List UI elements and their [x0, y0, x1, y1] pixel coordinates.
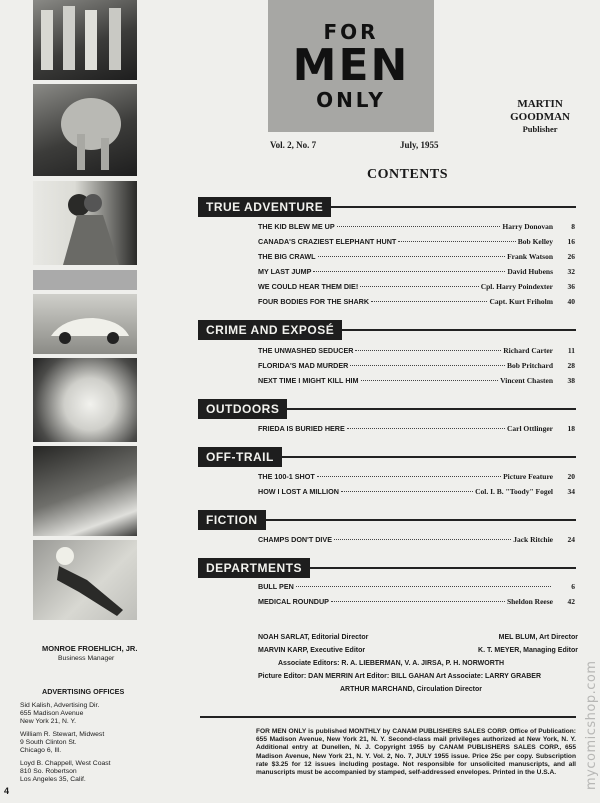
office-line: Los Angeles 35, Calif.	[20, 776, 86, 783]
magazine-logo	[268, 0, 434, 132]
office-line: Sid Kalish, Advertising Dir.	[20, 702, 100, 709]
staff-executive-editor: MARVIN KARP, Executive Editor	[258, 647, 366, 654]
contents-title: CONTENTS	[367, 167, 449, 182]
office-line: New York 21, N. Y.	[20, 718, 77, 725]
sports-car-photo	[33, 294, 137, 354]
toc-title: CANADA'S CRAZIEST ELEPHANT HUNT	[258, 237, 397, 246]
logo-for: FOR	[323, 20, 379, 44]
toc-entry[interactable]	[258, 297, 575, 308]
watermark: mycomicshop.com	[584, 660, 599, 790]
toc-title: THE 100-1 SHOT	[258, 472, 315, 481]
section-label: OUTDOORS	[198, 399, 287, 419]
toc-entry[interactable]	[258, 252, 575, 263]
toc-author: Bob Kelley	[517, 237, 553, 246]
section-label: TRUE ADVENTURE	[198, 197, 331, 217]
toc-title: MY LAST JUMP	[258, 267, 312, 276]
publisher-first: MARTIN	[517, 98, 563, 110]
toc-title: FRIEDA IS BURIED HERE	[258, 424, 345, 433]
business-manager-name: MONROE FROEHLICH, JR.	[42, 644, 138, 653]
dot-leader	[371, 301, 487, 302]
dot-leader	[355, 350, 501, 351]
staff-associate-editors: Associate Editors: R. A. LIEBERMAN, V. A. JIRSA, P. H. NORWORTH	[278, 660, 505, 667]
toc-title: CHAMPS DON'T DIVE	[258, 535, 332, 544]
crashing-waves-photo	[33, 446, 137, 536]
toc-page: 11	[567, 346, 575, 355]
logo-men: MEN	[292, 40, 410, 91]
section-fiction	[198, 510, 576, 530]
staff-picture-line: Picture Editor: DAN MERRIN Art Editor: BILL GAHAN Art Associate: LARRY GRABER	[258, 673, 541, 680]
toc-entry[interactable]	[258, 346, 575, 357]
toc-author: Bob Pritchard	[506, 361, 553, 370]
toc-page: 8	[571, 222, 575, 231]
dot-leader	[350, 365, 505, 366]
staff-editorial-director: NOAH SARLAT, Editorial Director	[258, 634, 369, 641]
toc-entry[interactable]	[258, 535, 575, 546]
toc-page: 18	[567, 424, 575, 433]
toc-entry[interactable]	[258, 424, 575, 435]
section-off-trail	[198, 447, 576, 467]
soldier-photo	[33, 270, 137, 290]
publication-notice: FOR MEN ONLY is published MONTHLY by CANAM PUBLISHERS SALES CORP. Office of Publication: 655 Madison Avenue, New York 21, N. Y. Second-class mail privileges authorized at New York, N. Y. Additional entry at Dunellen, N. J. Copyright 1955 by CANAM PUBLISHERS SALES CORP., 655 Madison Avenue, New York 21, N. Y. Vol. 2, No. 7, JULY 1955 issue. Price 25c per copy. Subscription rate $3.25 for 12 issues including postage. Not responsible for unsolicited manuscripts, and all manuscripts must be accompanied by stamped, self-addressed envelopes. Printed in the U.S.A.	[256, 728, 576, 777]
office-line: Chicago 6, Ill.	[20, 747, 62, 754]
explosion-photo	[33, 358, 137, 442]
photo-strip	[33, 0, 137, 620]
toc-author: Frank Watson	[507, 252, 553, 261]
dot-leader	[317, 476, 501, 477]
toc-title: BULL PEN	[258, 582, 294, 591]
office-line: 810 So. Robertson	[20, 768, 77, 775]
dot-leader	[341, 491, 473, 492]
pinup-swimsuit-photo	[33, 540, 137, 620]
toc-entry[interactable]	[258, 376, 575, 387]
advertising-heading: ADVERTISING OFFICES	[42, 687, 125, 696]
section-label: CRIME AND EXPOSÉ	[198, 320, 342, 340]
toc-page: 34	[567, 487, 575, 496]
toc-title: THE UNWASHED SEDUCER	[258, 346, 354, 355]
toc-author: Harry Donovan	[502, 222, 553, 231]
men-group-photo	[33, 0, 137, 80]
logo-only: ONLY	[316, 88, 386, 112]
toc-page: 40	[567, 297, 575, 306]
toc-title: HOW I LOST A MILLION	[258, 487, 339, 496]
issue-volume: Vol. 2, No. 7	[270, 140, 317, 150]
publisher-block	[510, 98, 570, 134]
section-departments	[198, 558, 576, 578]
dot-leader	[347, 428, 505, 429]
toc-page: 36	[567, 282, 575, 291]
toc-page: 26	[567, 252, 575, 261]
toc-title: THE KID BLEW ME UP	[258, 222, 335, 231]
dot-leader	[360, 286, 478, 287]
toc-page: 32	[567, 267, 575, 276]
staff-managing-editor: K. T. MEYER, Managing Editor	[478, 647, 578, 654]
toc-page: 16	[567, 237, 575, 246]
toc-title: MEDICAL ROUNDUP	[258, 597, 329, 606]
section-true-adventure	[198, 197, 576, 217]
couple-embrace-photo	[33, 181, 137, 265]
toc-entry[interactable]	[258, 361, 575, 372]
dot-leader	[361, 380, 499, 381]
dot-leader	[318, 256, 506, 257]
toc-entry[interactable]	[258, 472, 575, 483]
office-line: 9 South Clinton St.	[20, 739, 77, 746]
business-manager-role: Business Manager	[58, 655, 115, 662]
toc-page: 20	[567, 472, 575, 481]
toc-author: Capt. Kurt Friholm	[489, 297, 553, 306]
toc-title: FOUR BODIES FOR THE SHARK	[258, 297, 370, 306]
toc-author: Richard Carter	[503, 346, 553, 355]
dot-leader	[398, 241, 516, 242]
toc-entry[interactable]	[258, 282, 575, 293]
dot-leader	[313, 271, 505, 272]
advertising-office	[20, 731, 104, 755]
toc-page: 28	[567, 361, 575, 370]
toc-author: Picture Feature	[503, 472, 553, 481]
staff-art-director: MEL BLUM, Art Director	[498, 634, 578, 641]
page-number: 4	[4, 786, 10, 796]
toc-author: David Hubens	[507, 267, 553, 276]
advertising-office	[20, 702, 99, 726]
toc-page: 6	[571, 582, 575, 591]
dot-leader	[331, 601, 505, 602]
advertising-office	[20, 760, 111, 784]
toc-author: Sheldon Reese	[506, 597, 553, 606]
section-label: DEPARTMENTS	[198, 558, 310, 578]
section-outdoors	[198, 399, 576, 419]
office-line: 655 Madison Avenue	[20, 710, 84, 717]
issue-date: July, 1955	[400, 140, 439, 150]
toc-entry[interactable]	[258, 267, 575, 278]
toc-title: WE COULD HEAR THEM DIE!	[258, 282, 359, 291]
toc-entry[interactable]	[258, 237, 575, 248]
toc-page: 24	[567, 535, 575, 544]
elephant-photo	[33, 84, 137, 176]
toc-page: 42	[567, 597, 575, 606]
toc-entry[interactable]	[258, 597, 575, 608]
toc-entry[interactable]	[258, 582, 575, 593]
toc-author: Col. I. B. "Toody" Fogel	[475, 487, 553, 496]
dot-leader	[337, 226, 501, 227]
section-label: OFF-TRAIL	[198, 447, 282, 467]
toc-title: NEXT TIME I MIGHT KILL HIM	[258, 376, 359, 385]
office-line: Loyd B. Chappell, West Coast	[20, 760, 111, 767]
toc-entry[interactable]	[258, 222, 575, 233]
toc-entry[interactable]	[258, 487, 575, 498]
toc-author: Jack Ritchie	[513, 535, 553, 544]
staff-circulation: ARTHUR MARCHAND, Circulation Director	[340, 686, 482, 693]
toc-author: Cpl. Harry Poindexter	[480, 282, 553, 291]
publisher-role: Publisher	[522, 124, 558, 134]
toc-page: 38	[567, 376, 575, 385]
dot-leader	[296, 586, 551, 587]
toc-title: THE BIG CRAWL	[258, 252, 316, 261]
toc-author: Carl Ottlinger	[506, 424, 553, 433]
section-crime-and-expose	[198, 320, 576, 340]
toc-author: Vincent Chasten	[500, 376, 553, 385]
office-line: William R. Stewart, Midwest	[20, 731, 105, 738]
dot-leader	[334, 539, 511, 540]
notice-divider	[200, 716, 576, 718]
section-label: FICTION	[198, 510, 266, 530]
publisher-last: GOODMAN	[510, 111, 570, 123]
toc-title: FLORIDA'S MAD MURDER	[258, 361, 349, 370]
